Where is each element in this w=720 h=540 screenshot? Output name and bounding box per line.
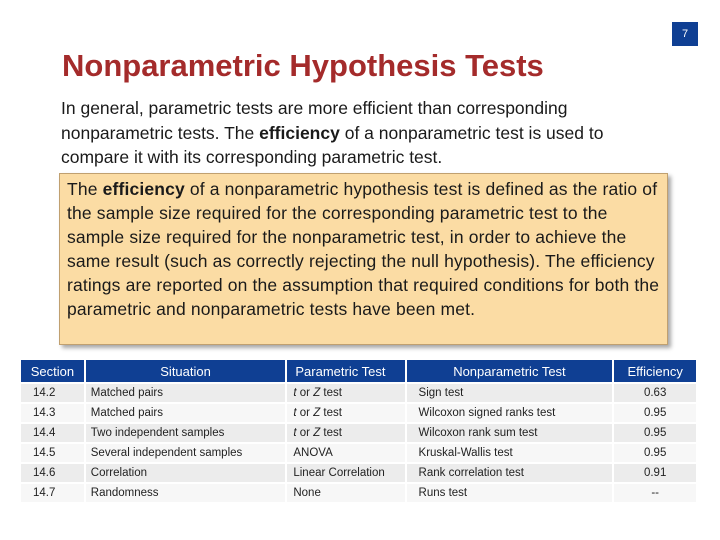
cell-efficiency: -- (614, 484, 696, 502)
cell-parametric-test (287, 404, 404, 422)
efficiency-definition-box (59, 173, 668, 345)
table-header-row (21, 360, 696, 382)
z-symbol: Z (313, 407, 321, 419)
cell-situation: Randomness (86, 484, 286, 502)
table-row (21, 484, 696, 502)
cell-nonparametric-test: Rank correlation test (407, 464, 613, 482)
cell-section: 14.6 (21, 464, 84, 482)
or-text: or (296, 427, 314, 439)
cell-parametric-test (287, 424, 404, 442)
cell-nonparametric-test: Kruskal-Wallis test (407, 444, 613, 462)
test-text: test (320, 407, 342, 419)
cell-section: 14.2 (21, 384, 84, 402)
cell-situation: Several independent samples (86, 444, 286, 462)
cell-parametric-test: Linear Correlation (287, 464, 404, 482)
or-text: or (296, 387, 314, 399)
definition-text-end: of a nonparametric hypothesis test is defined as the ratio of the sample size required for the corresponding parametric test to the sample size required for the nonparametric test, in order to achieve the same result (such as correctly rejecting the null hypothesis). The efficiency ratings are reported on the assumption that required conditions for both the parametric and nonparametric tests have been met. (67, 179, 660, 319)
table-row (21, 444, 696, 462)
definition-bold-term: efficiency (102, 179, 185, 199)
header-parametric-test: Parametric Test (287, 360, 404, 382)
header-nonparametric-test: Nonparametric Test (407, 360, 613, 382)
definition-text-start: The (67, 179, 103, 199)
cell-section: 14.4 (21, 424, 84, 442)
cell-situation: Two independent samples (86, 424, 286, 442)
slide-title: Nonparametric Hypothesis Tests (62, 48, 544, 83)
intro-paragraph (61, 96, 671, 170)
cell-situation: Matched pairs (86, 404, 286, 422)
cell-efficiency: 0.91 (614, 464, 696, 482)
cell-nonparametric-test: Wilcoxon rank sum test (407, 424, 613, 442)
or-text: or (296, 407, 314, 419)
cell-efficiency: 0.95 (614, 444, 696, 462)
z-symbol: Z (313, 387, 321, 399)
cell-efficiency: 0.63 (614, 384, 696, 402)
t-symbol: t (293, 427, 297, 439)
cell-situation: Matched pairs (86, 384, 286, 402)
cell-parametric-test: ANOVA (287, 444, 404, 462)
header-efficiency: Efficiency (614, 360, 696, 382)
cell-nonparametric-test: Sign test (407, 384, 613, 402)
intro-text-end: of a nonparametric test is used to compare it with its corresponding parametric test. (61, 122, 604, 167)
table-row (21, 404, 696, 422)
table-row (21, 424, 696, 442)
t-symbol: t (293, 387, 297, 399)
cell-section: 14.3 (21, 404, 84, 422)
cell-parametric-test: None (287, 484, 404, 502)
cell-efficiency: 0.95 (614, 424, 696, 442)
intro-text-start: In general, parametric tests are more efficient than corresponding nonparametric tests. The (61, 98, 568, 143)
cell-nonparametric-test: Wilcoxon signed ranks test (407, 404, 613, 422)
cell-efficiency: 0.95 (614, 404, 696, 422)
cell-section: 14.5 (21, 444, 84, 462)
intro-bold-term: efficiency (259, 122, 340, 143)
z-symbol: Z (313, 427, 321, 439)
table-row (21, 384, 696, 402)
table-row (21, 464, 696, 482)
cell-nonparametric-test: Runs test (407, 484, 613, 502)
page-number: 7 (672, 22, 698, 46)
cell-parametric-test (287, 384, 404, 402)
test-text: test (320, 387, 342, 399)
cell-section: 14.7 (21, 484, 84, 502)
t-symbol: t (293, 407, 297, 419)
efficiency-table (19, 358, 698, 504)
cell-situation: Correlation (86, 464, 286, 482)
header-section: Section (21, 360, 84, 382)
test-text: test (320, 427, 342, 439)
header-situation: Situation (86, 360, 286, 382)
